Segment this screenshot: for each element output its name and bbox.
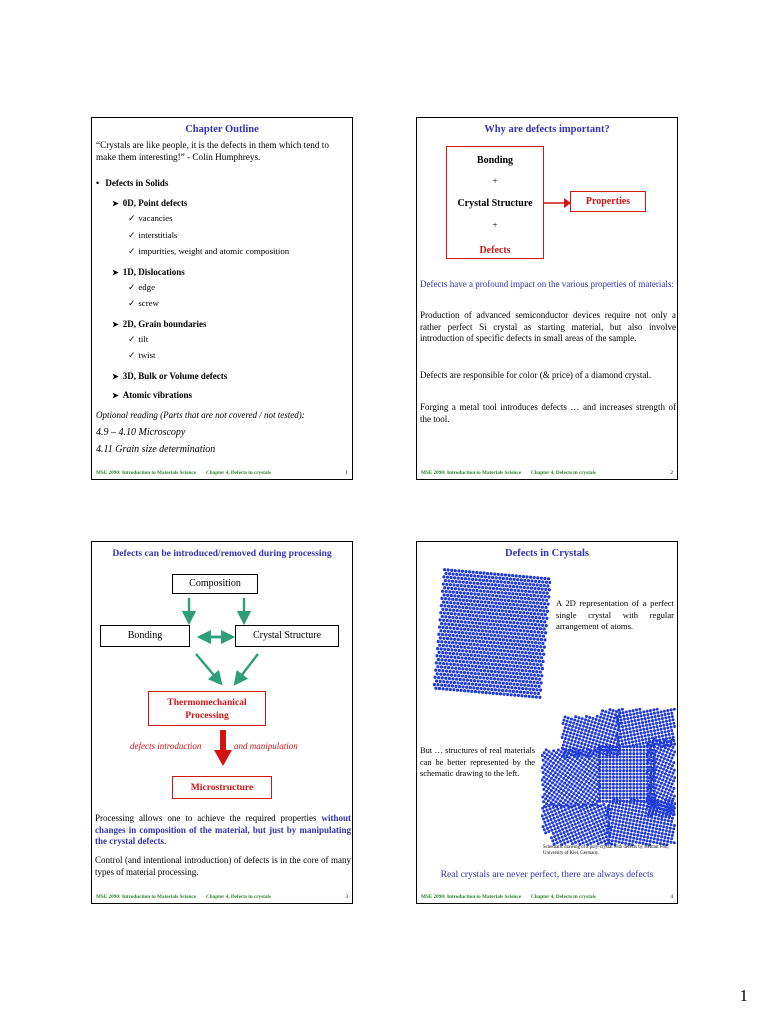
right-arrow-icon: [542, 196, 572, 210]
defects-introduction-label: defects introduction: [130, 741, 202, 751]
check-icon: ✓: [128, 213, 136, 223]
outline-subitem: ✓ twist: [128, 350, 156, 360]
check-icon: ✓: [128, 333, 136, 344]
paragraph: Forging a metal tool introduces defects … and increases strength of the tool.: [420, 402, 676, 424]
perfect-crystal-text: A 2D representation of a perfect single crystal with regular arrangement of atoms.: [556, 598, 674, 631]
outline-subitem: ✓ interstitials: [128, 229, 178, 240]
microstructure-box: Microstructure: [172, 776, 272, 799]
slide-footer: MSE 2090: Introduction to Materials Science Chapter 4, Defects in crystals 2: [421, 470, 673, 476]
plus-sign: +: [492, 220, 498, 230]
slide-footer: MSE 2090: Introduction to Materials Science Chapter 4, Defects in crystals 4: [421, 894, 673, 900]
arrow-bullet-icon: ➤: [112, 390, 119, 400]
conclusion-text: Real crystals are never perfect, there are always defects: [440, 869, 654, 880]
slide-2: [416, 117, 678, 480]
arrow-bullet-icon: ➤: [112, 199, 119, 208]
optional-item: 4.9 – 4.10 Microscopy: [96, 427, 186, 438]
optional-item: 4.11 Grain size determination: [96, 444, 216, 455]
slide-footer: MSE 2090: Introduction to Materials Science Chapter 4, Defects in crystals 1: [96, 470, 348, 476]
paragraph: Production of advanced semiconductor devices require not only a rather perfect Si crystal as starting material, but also involve introduction of specific defects in small areas of the sample.: [420, 310, 676, 343]
control-text: Control (and intentional introduction) of defects is in the core of many types of material processing.: [95, 855, 351, 877]
slide-1: [91, 117, 353, 480]
check-icon: ✓: [128, 298, 136, 308]
real-structure-text: But … structures of real materials can be better represented by the schematic drawing to the left.: [420, 746, 535, 778]
bonding-label: Bonding: [476, 155, 514, 166]
slide-4: [416, 541, 678, 904]
check-icon: ✓: [128, 350, 136, 360]
polycrystal-image: [541, 708, 676, 846]
bonding-box: Bonding: [100, 625, 190, 647]
impact-text: Defects have a profound impact on the various properties of materials:: [420, 279, 674, 289]
outline-subitem: ✓ tilt: [128, 333, 149, 344]
optional-note: Optional reading (Parts that are not covered / not tested):: [96, 410, 305, 420]
quote: “Crystals are like people, it is the defects in them which tend to make them interesting!” - Colin Humphreys.: [96, 140, 329, 162]
arrow-bullet-icon: ➤: [112, 371, 119, 381]
process-arrows: [92, 542, 354, 802]
slide-title: Chapter Outline: [185, 124, 259, 135]
paragraph: Defects are responsible for color (& price) of a diamond crystal.: [420, 370, 652, 380]
perfect-crystal-image: [431, 568, 551, 702]
check-icon: ✓: [128, 246, 136, 256]
slide-title: Defects in Crystals: [505, 548, 589, 559]
outline-item: ➤ 2D, Grain boundaries: [112, 318, 207, 329]
outline-subitem: ✓ screw: [128, 298, 159, 308]
plus-sign: +: [492, 176, 498, 186]
defects-label: Defects: [479, 245, 511, 256]
outline-item: ➤ 0D, Point defects: [112, 198, 188, 208]
arrow-bullet-icon: ➤: [112, 267, 119, 277]
processing-text: Processing allows one to achieve the required properties without changes in composition of the material, but just by manipulating the crystal defects.: [95, 813, 351, 846]
arrow-bullet-icon: ➤: [112, 319, 119, 329]
crystal-structure-box: Crystal Structure: [235, 625, 339, 647]
outline-item: ➤ Atomic vibrations: [112, 389, 192, 400]
slide-footer: MSE 2090: Introduction to Materials Science Chapter 4, Defects in crystals 3: [96, 894, 348, 900]
composition-box: Composition: [172, 574, 258, 594]
slide-3: [91, 541, 353, 904]
outline-subitem: ✓ impurities, weight and atomic composition: [128, 246, 290, 256]
outline-subitem: ✓ edge: [128, 281, 155, 292]
page-number: 1: [739, 986, 748, 1005]
slide-title: Defects can be introduced/removed during processing: [112, 548, 332, 559]
outline-item: ➤ 1D, Dislocations: [112, 266, 185, 277]
check-icon: ✓: [128, 229, 136, 240]
outline-item: ➤ 3D, Bulk or Volume defects: [112, 370, 228, 381]
check-icon: ✓: [128, 281, 136, 292]
image-caption: Schematic drawing of a poly-crystal with defects by Helmut Föll, University of Kiel, Germany.: [543, 845, 669, 856]
thermomechanical-processing-box: Thermomechanical Processing: [148, 691, 266, 726]
manipulation-label: and manipulation: [234, 741, 298, 751]
outline-subitem: ✓ vacancies: [128, 213, 173, 223]
properties-box: Properties: [570, 191, 646, 212]
main-bullet: • Defects in Solids: [96, 178, 169, 188]
slide-title: Why are defects important?: [484, 124, 610, 135]
crystal-structure-label: Crystal Structure: [457, 198, 533, 209]
